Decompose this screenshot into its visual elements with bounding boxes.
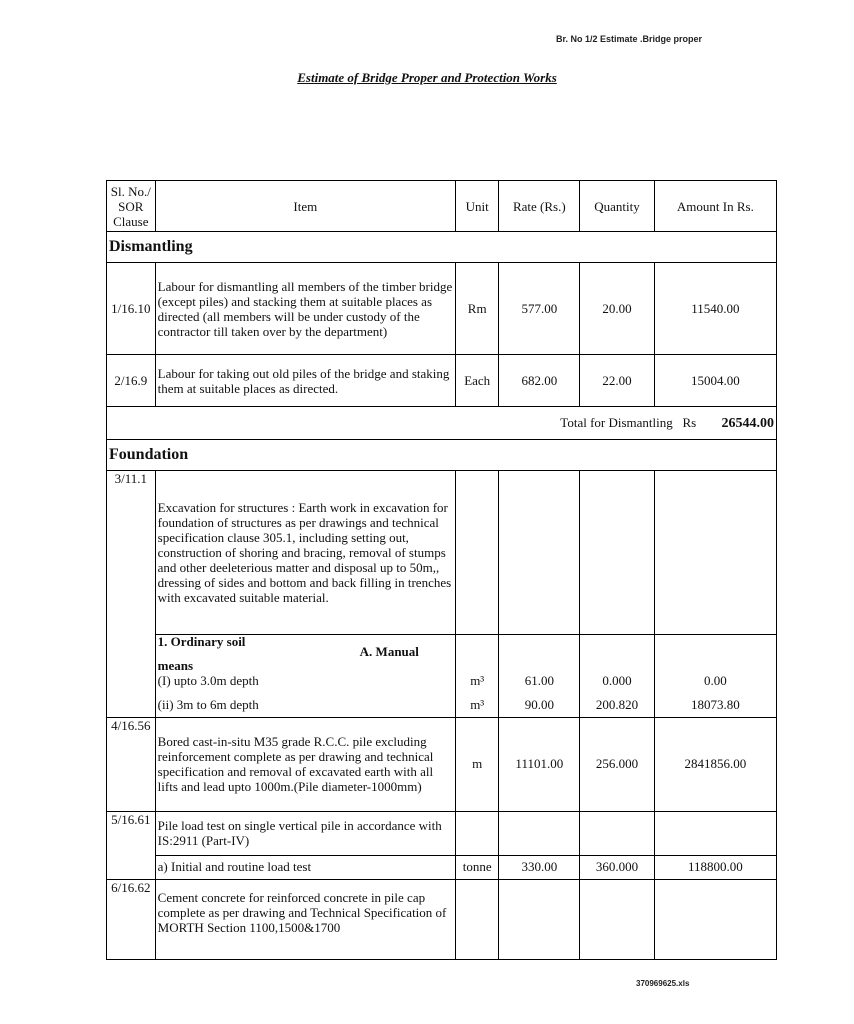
rate-cell: 577.00	[499, 263, 580, 355]
rate-cell: 11101.00	[499, 717, 580, 811]
sl-cell: 6/16.62	[107, 879, 156, 959]
amount-cell	[654, 471, 776, 635]
sl-cell: 3/11.1	[107, 471, 156, 718]
amount-value: 18073.80	[691, 696, 740, 712]
unit-value: m³	[470, 696, 485, 712]
amount-cell	[654, 811, 776, 855]
rate-value: 61.00	[524, 672, 554, 688]
page-reference: Br. No 1/2 Estimate .Bridge proper	[556, 34, 703, 44]
quantity-cell	[580, 471, 655, 635]
item-cell: (ii) 3m to 6m depth	[155, 693, 455, 717]
unit-cell: Rm	[455, 263, 498, 355]
item-cell	[155, 263, 455, 355]
amount-cell	[654, 635, 776, 718]
sl-cell: 5/16.61	[107, 811, 156, 879]
header-quantity: Quantity	[580, 181, 655, 232]
quantity-cell: 20.00	[580, 263, 655, 355]
section-title-foundation: Foundation	[107, 440, 777, 471]
total-cell	[107, 407, 777, 440]
sub-heading	[157, 634, 453, 673]
header-rate: Rate (Rs.)	[499, 181, 580, 232]
unit-cell	[455, 811, 498, 855]
quantity-cell: 22.00	[580, 355, 655, 407]
document-title: Estimate of Bridge Proper and Protection Works	[297, 70, 557, 85]
item-text: Labour for dismantling all members of the timber bridge (except piles) and stacking them at suitable places as directed (all members will be under custody of the contractor till taken over by the department)	[157, 278, 453, 339]
total-label: Total for Dismantling	[560, 414, 673, 430]
rate-cell	[499, 811, 580, 855]
item-cell	[155, 879, 455, 959]
table-row	[107, 635, 777, 670]
item-cell	[155, 811, 455, 855]
quantity-cell: 256.000	[580, 717, 655, 811]
quantity-value: 0.000	[602, 672, 632, 688]
amount-value: 0.00	[704, 672, 727, 688]
sl-cell: 1/16.10	[107, 263, 156, 355]
rate-cell: 682.00	[499, 355, 580, 407]
amount-cell: 2841856.00	[654, 717, 776, 811]
quantity-cell	[580, 635, 655, 718]
unit-cell: m	[455, 717, 498, 811]
unit-cell	[455, 635, 498, 718]
table-row	[107, 355, 777, 407]
item-cell	[155, 717, 455, 811]
rate-cell	[499, 879, 580, 959]
rate-cell: 330.00	[499, 855, 580, 879]
header-row	[107, 181, 777, 232]
total-value: 26544.00	[721, 415, 774, 431]
unit-cell	[455, 879, 498, 959]
item-text: Bored cast-in-situ M35 grade R.C.C. pile excluding reinforcement complete as per drawing and technical specification and removal of excavated earth with all lifts and lead upto 1000m.(Pile diameter-1000mm)	[157, 734, 434, 794]
rate-cell	[499, 635, 580, 718]
sub-heading-soil: 1. Ordinary soil	[157, 634, 246, 649]
quantity-cell	[580, 879, 655, 959]
header-sl: Sl. No./ SOR Clause	[107, 181, 156, 232]
table-row	[107, 717, 777, 811]
section-row-foundation	[107, 440, 777, 471]
item-text: Labour for taking out old piles of the bridge and staking them at suitable places as directed.	[157, 365, 450, 396]
item-cell	[155, 634, 455, 673]
unit-value: m³	[470, 672, 485, 688]
item-cell: a) Initial and routine load test	[155, 855, 455, 879]
sub-heading-manual: A. Manual	[359, 644, 419, 659]
item-cell	[155, 355, 455, 407]
item-cell	[155, 471, 455, 635]
amount-cell	[654, 879, 776, 959]
unit-cell	[455, 471, 498, 635]
header-item: Item	[155, 181, 455, 232]
quantity-cell: 360.000	[580, 855, 655, 879]
sub-heading-means: means	[157, 658, 194, 673]
table-row	[107, 855, 777, 879]
section-row-dismantling	[107, 232, 777, 263]
header-unit: Unit	[455, 181, 498, 232]
item-cell: (I) upto 3.0m depth	[155, 669, 455, 693]
item-text: Pile load test on single vertical pile in accordance with IS:2911 (Part-IV)	[157, 818, 442, 848]
rate-value: 90.00	[524, 696, 554, 712]
unit-cell: Each	[455, 355, 498, 407]
estimate-table	[106, 180, 777, 960]
total-currency: Rs	[682, 414, 697, 430]
footer-file-reference: 370969625.xls	[636, 979, 690, 988]
amount-cell: 11540.00	[654, 263, 776, 355]
item-text: Excavation for structures : Earth work in excavation for foundation of structures as per drawings and technical specification clause 305.1, including setting out, construction of shoring and bracing, removal of stumps and other deeleterious matter and disposal up to 50m,, dressing of sides and bottom and back filling in trenches with excavated suitable material.	[157, 500, 452, 605]
table-row	[107, 263, 777, 355]
sl-cell: 4/16.56	[107, 717, 156, 811]
total-row-dismantling	[107, 407, 777, 440]
table-row	[107, 879, 777, 959]
unit-cell: tonne	[455, 855, 498, 879]
quantity-cell	[580, 811, 655, 855]
item-text: Cement concrete for reinforced concrete in pile cap complete as per drawing and Technical Specification of MORTH Section 1100,1500&1700	[157, 889, 447, 935]
amount-cell: 118800.00	[654, 855, 776, 879]
table-row	[107, 811, 777, 855]
header-amount: Amount In Rs.	[654, 181, 776, 232]
rate-cell	[499, 471, 580, 635]
sl-cell: 2/16.9	[107, 355, 156, 407]
table-row	[107, 471, 777, 635]
amount-cell: 15004.00	[654, 355, 776, 407]
section-title-dismantling: Dismantling	[107, 232, 777, 263]
quantity-value: 200.820	[595, 696, 639, 712]
